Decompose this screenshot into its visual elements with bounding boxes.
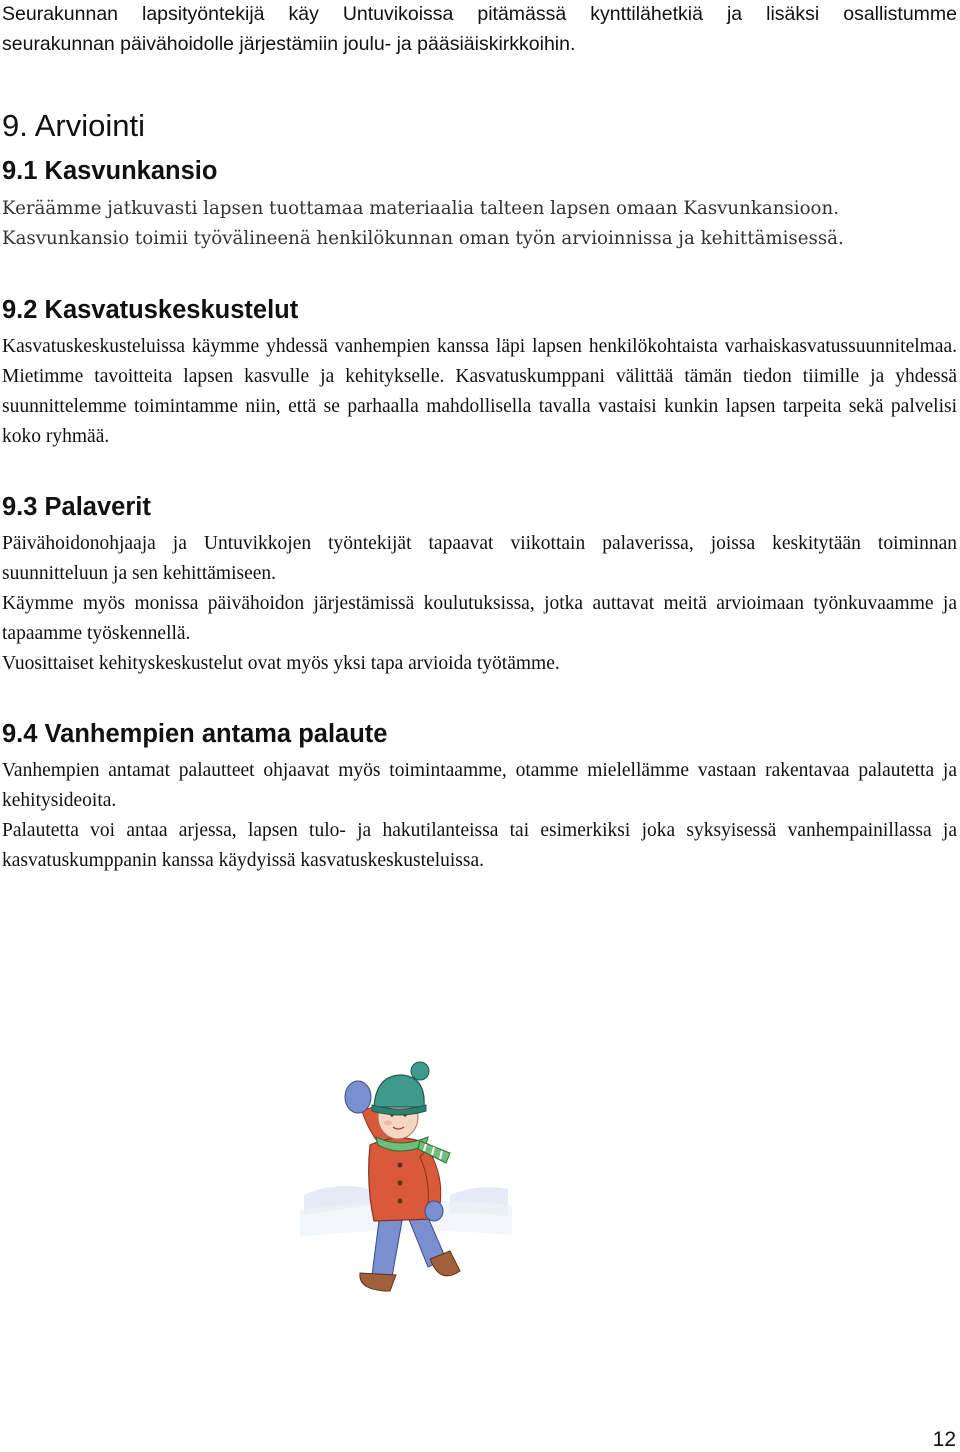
section-paragraph: Kasvatuskeskusteluissa käymme yhdessä vanhempien kanssa läpi lapsen henkilökohtaista varhaiskasvatussuunnitelmaa. Mietimme tavoitteita lapsen kasvulle ja kehitykselle. Kasvatuskumppani välittää tämän tiedon tiimille ja yhdessä suunnittelemme toimintamme niin, että se parhaalla mahdollisella tavalla vastaisi kunkin lapsen tarpeita sekä palvelisi koko ryhmää. <box>2 336 957 447</box>
chapter-title: 9. Arviointi <box>2 108 146 143</box>
intro-paragraph <box>2 0 957 59</box>
section-paragraph: Vanhempien antamat palautteet ohjaavat myös toimintaamme, otamme mielellämme vastaan rakentavaa palautetta ja kehitysideoita. <box>2 760 957 811</box>
section-9-1 <box>2 154 957 254</box>
intro-line-2: seurakunnan päivähoidolle järjestämiin joulu- ja pääsiäiskirkkoihin. <box>2 32 576 55</box>
section-paragraph: Käymme myös monissa päivähoidon järjestämissä koulutuksissa, jotka auttavat meitä arvioimaan työnkuvaamme ja tapaamme työskennellä. <box>2 593 957 644</box>
section-9-3 <box>2 490 957 679</box>
page-number: 12 <box>932 1428 956 1451</box>
section-heading: 9.3 Palaverit <box>2 493 151 521</box>
section-paragraph: Kasvunkansio toimii työvälineenä henkilökunnan oman työn arvioinnissa ja kehittämisessä. <box>2 228 844 249</box>
section-heading: 9.4 Vanhempien antama palaute <box>2 720 388 748</box>
section-heading: 9.1 Kasvunkansio <box>2 157 218 185</box>
section-9-4 <box>2 717 957 876</box>
section-heading: 9.2 Kasvatuskeskustelut <box>2 296 299 324</box>
section-paragraph: Keräämme jatkuvasti lapsen tuottamaa materiaalia talteen lapsen omaan Kasvunkansioon. <box>2 198 839 219</box>
section-paragraph: Vuosittaiset kehityskeskustelut ovat myös yksi tapa arvioida työtämme. <box>2 653 560 674</box>
child-winter-illustration <box>300 1045 512 1305</box>
section-paragraph: Päivähoidonohjaaja ja Untuvikkojen työntekijät tapaavat viikottain palaverissa, joissa keskitytään toiminnan suunnitteluun ja sen kehittämiseen. <box>2 533 957 584</box>
section-9-2 <box>2 293 957 452</box>
child-waving-image <box>300 1045 512 1305</box>
document-page <box>2 0 957 876</box>
section-paragraph: Palautetta voi antaa arjessa, lapsen tulo- ja hakutilanteissa tai esimerkiksi joka syksyisessä vanhempainillassa ja kasvatuskumppanin kanssa käydyissä kasvatuskeskusteluissa. <box>2 820 957 871</box>
intro-line-1: Seurakunnan lapsityöntekijä käy Untuvikoissa pitämässä kynttilähetkiä ja lisäksi osallistumme <box>2 3 957 25</box>
